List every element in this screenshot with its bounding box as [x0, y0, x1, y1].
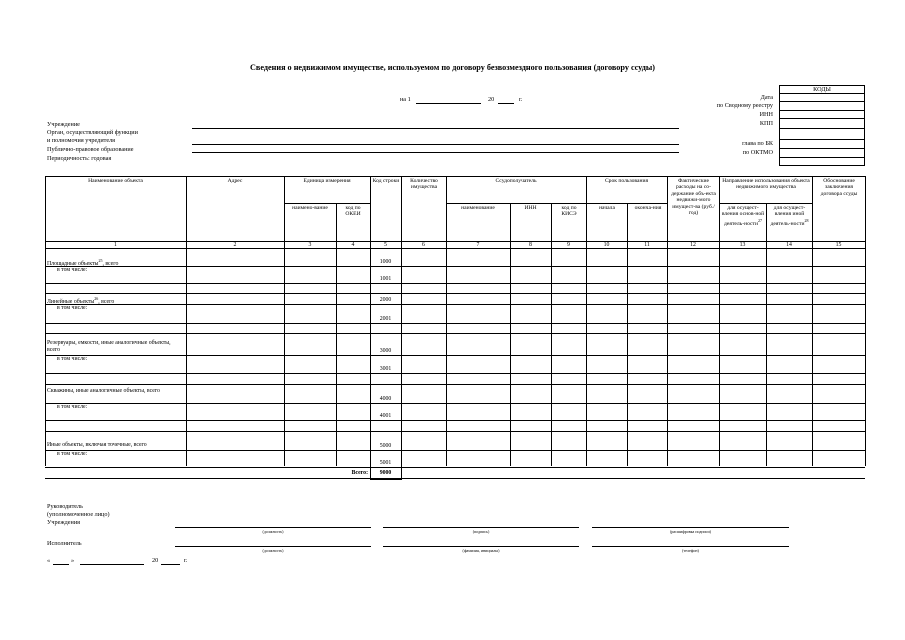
- caption-exec-name: (фамилия, инициалы): [462, 548, 500, 553]
- row-code-5001: 5001: [379, 460, 392, 466]
- numbers-bottom: [45, 248, 866, 249]
- col-header-address: Адрес: [227, 178, 243, 184]
- year-prefix: 20: [488, 96, 495, 103]
- group-footnote: 25: [98, 258, 103, 263]
- row-line: [45, 420, 865, 421]
- group-footnote: 26: [94, 296, 99, 301]
- sign-head-1: Руководитель: [47, 503, 83, 510]
- row-line: [45, 293, 865, 294]
- total-code: 9000: [379, 470, 392, 476]
- col-line: [370, 176, 371, 480]
- sign-date-close: »: [71, 557, 75, 564]
- public-entity-field[interactable]: [192, 152, 679, 153]
- col-line: [284, 176, 285, 466]
- total-bottom: [370, 479, 402, 480]
- codes-divider: [779, 128, 865, 129]
- column-number: 12: [690, 242, 696, 248]
- row-line: [45, 283, 865, 284]
- label-kpp: КПП: [759, 120, 773, 127]
- col-header-row-code: Код строки: [372, 178, 400, 184]
- col-line: [586, 176, 587, 466]
- year-line[interactable]: [498, 103, 514, 104]
- caption-head-position: (должность): [262, 529, 284, 534]
- col-line: [865, 176, 866, 466]
- sign-day-field[interactable]: [53, 564, 69, 565]
- label-founder-2: и полномочия учредителя: [47, 137, 116, 144]
- column-number: 3: [308, 242, 312, 248]
- row-code-2001: 2001: [379, 316, 392, 322]
- row-code-1000: 1000: [379, 259, 392, 265]
- label-bk: глава по БК: [742, 140, 773, 147]
- codes-divider: [779, 110, 865, 111]
- row-code-4001: 4001: [379, 413, 392, 419]
- col-line: [719, 176, 720, 466]
- sign-executor: Исполнитель: [47, 540, 82, 547]
- row-code-5000: 5000: [379, 443, 392, 449]
- column-number: 14: [786, 242, 792, 248]
- col-header-term-start: начала: [599, 205, 615, 211]
- col-header-name: Наименование объекта: [88, 178, 143, 184]
- caption-head-name: (расшифровка подписи): [670, 529, 711, 534]
- head-signature-field[interactable]: [383, 527, 579, 528]
- col-line: [446, 176, 447, 466]
- row-line: [45, 467, 865, 468]
- group-4-label: [47, 388, 183, 395]
- col-header-borrower-kise: код по КИСЭ: [561, 205, 577, 218]
- caption-head-signature: (подпись): [472, 529, 490, 534]
- column-number: 13: [739, 242, 746, 248]
- row-line: [45, 333, 865, 334]
- col-header-justification: Обоснование заключения договора ссуды: [820, 178, 858, 197]
- row-code-1001: 1001: [379, 276, 392, 282]
- col-header-direction-main: для осущест-вления основ-ной деятель-ности$^{27}$: [721, 205, 765, 227]
- group-suffix: , всего: [102, 260, 119, 267]
- label-inn: ИНН: [759, 111, 773, 118]
- institution-field[interactable]: [192, 128, 679, 129]
- row-line: [45, 403, 865, 404]
- row-line: [45, 384, 865, 385]
- codes-divider: [779, 93, 865, 94]
- group-5-label: [47, 442, 183, 449]
- row-line: [45, 431, 865, 432]
- column-number: 7: [476, 242, 480, 248]
- exec-phone-field[interactable]: [592, 546, 789, 547]
- sign-year-prefix: 20: [152, 557, 159, 564]
- col-header-direction-other: для осущест-вления иной деятель-ности$^{28}$: [770, 205, 809, 227]
- row-code-3000: 3000: [379, 348, 392, 354]
- row-code-4000: 4000: [379, 396, 392, 402]
- date-prefix: на 1: [400, 96, 411, 103]
- header-divider: [446, 203, 586, 204]
- caption-exec-position: (должность): [262, 548, 284, 553]
- row-line: [45, 478, 865, 479]
- label-founder-1: Орган, осуществляющий функции: [47, 129, 138, 136]
- row-line: [45, 355, 865, 356]
- column-number: 4: [351, 242, 355, 248]
- codes-divider: [779, 148, 865, 149]
- exec-name-field[interactable]: [383, 546, 579, 547]
- group-suffix: , всего: [98, 298, 115, 305]
- sign-date-open: «: [47, 557, 51, 564]
- col-line: [812, 176, 813, 466]
- group-5-sublabel: в том числе:: [57, 451, 88, 457]
- group-name: Скважины, иные аналогичные объекты, всего: [47, 388, 160, 394]
- label-institution: Учреждение: [47, 121, 80, 128]
- group-4-sublabel: в том числе:: [57, 404, 88, 410]
- group-1-sublabel: в том числе:: [57, 267, 88, 273]
- group-name: Иные объекты, включая точечные, всего: [47, 442, 147, 448]
- col-header-expenses: Фактические расходы на со-держание объ-екта недвижи-мого имущест-ва (руб./год): [671, 178, 716, 217]
- group-2-sublabel: в том числе:: [57, 305, 88, 311]
- row-code-2000: 2000: [379, 297, 392, 303]
- date-line[interactable]: [416, 103, 481, 104]
- founder-field[interactable]: [192, 144, 679, 145]
- codes-box: [779, 85, 865, 166]
- col-header-quantity: Количество имущества: [410, 178, 438, 191]
- caption-exec-phone: (телефон): [682, 548, 699, 553]
- col-header-direction: Направление использования объекта недвижимого имущества: [722, 178, 810, 191]
- group-name: Площадные объекты: [47, 260, 99, 267]
- col-line: [401, 176, 402, 480]
- col-header-unit-code: код по ОКЕИ: [345, 205, 361, 218]
- label-public-entity: Публично-правовое образование: [47, 146, 134, 153]
- label-date: Дата: [760, 94, 773, 101]
- codes-divider: [779, 139, 865, 140]
- column-number: 1: [114, 242, 117, 248]
- codes-header: КОДЫ: [813, 86, 831, 93]
- column-number: 10: [603, 242, 610, 248]
- group-3-sublabel: в том числе:: [57, 356, 88, 362]
- col-header-unit-name: наимено-вание: [292, 205, 328, 211]
- col-header-term: Срок пользования: [604, 178, 649, 184]
- year-suffix: г.: [519, 96, 523, 103]
- col-line: [186, 176, 187, 466]
- sign-head-2: (уполномоченное лицо): [47, 511, 110, 518]
- codes-divider: [779, 157, 865, 158]
- group-name: Линейные объекты: [47, 298, 95, 305]
- col-header-borrower-inn: ИНН: [524, 205, 537, 211]
- total-label: Всего:: [351, 470, 368, 476]
- page-title: Сведения о недвижимом имуществе, используемом по договору безвозмездного пользования (договору ссуды): [250, 63, 655, 72]
- col-header-borrower: Ссудополучатель: [495, 178, 537, 184]
- sign-head-3: Учреждения: [47, 519, 80, 526]
- column-number: 2: [233, 242, 237, 248]
- col-header-term-end: оконча-ния: [634, 205, 662, 211]
- column-number: 6: [422, 242, 425, 248]
- column-number: 15: [835, 242, 842, 248]
- label-periodicity: Периодичность: годовая: [47, 155, 112, 162]
- col-line: [667, 176, 668, 466]
- column-number: 8: [529, 242, 532, 248]
- head-name-field[interactable]: [592, 527, 789, 528]
- sign-month-field[interactable]: [80, 564, 144, 565]
- head-position-field[interactable]: [175, 527, 371, 528]
- label-oktmo: по ОКТМО: [742, 149, 773, 156]
- col-header-borrower-name: наименование: [461, 205, 495, 211]
- codes-divider: [779, 118, 865, 119]
- column-number: 9: [567, 242, 570, 248]
- row-line: [45, 450, 865, 451]
- header-divider: [284, 203, 370, 204]
- column-number: 11: [644, 242, 650, 248]
- label-registry: по Сводному реестру: [716, 102, 773, 109]
- sign-year-field[interactable]: [161, 564, 180, 565]
- sign-year-suffix: г.: [184, 557, 188, 564]
- col-line: [45, 176, 46, 466]
- row-line: [45, 323, 865, 324]
- table-top: [45, 176, 866, 177]
- exec-position-field[interactable]: [175, 546, 371, 547]
- group-3-label: [47, 340, 183, 354]
- column-number: 5: [384, 242, 387, 248]
- row-code-3001: 3001: [379, 366, 392, 372]
- codes-divider: [779, 101, 865, 102]
- row-line: [45, 373, 865, 374]
- group-name: Резервуары, емкости, иные аналогичные объекты, всего: [47, 340, 171, 353]
- col-header-unit: Единица измерения: [303, 178, 351, 184]
